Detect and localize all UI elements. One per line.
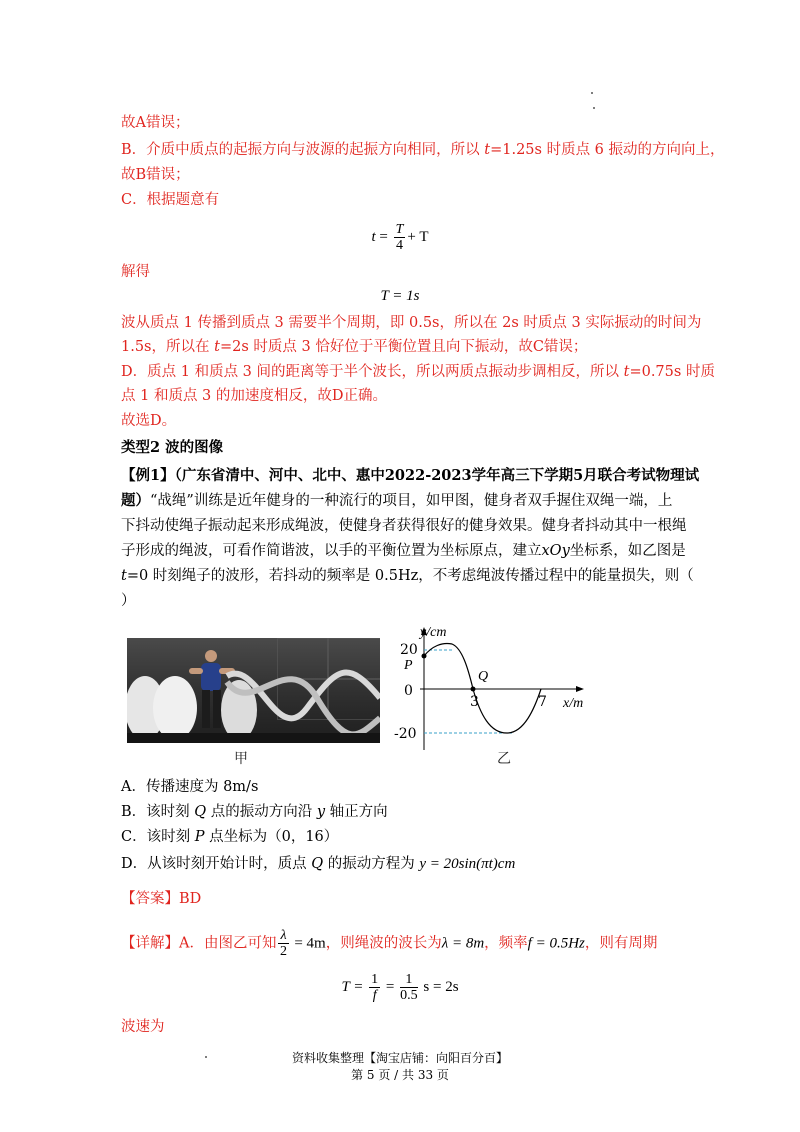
tick-label: -20: [394, 726, 417, 742]
section-title: 类型2 波的图像: [121, 439, 224, 456]
footer-source: 资料收集整理【淘宝店铺：向阳百分百】: [291, 1051, 508, 1065]
equation: T = 1s: [380, 288, 420, 304]
text-line: ）: [121, 593, 136, 609]
equation: t = $\frac{T}{4}$ + T: [371, 222, 429, 253]
option-c: C．该时刻 P 点坐标为（0，16）: [121, 829, 339, 845]
text-line: 1.5s，所以在 t=2s 时质点 3 恰好位于平衡位置且向下振动，故C错误；: [121, 339, 588, 355]
point-label: P: [404, 658, 413, 673]
option-d: D．从该时刻开始计时，质点 Q 的振动方程为 y = 20sin(πt)cm: [121, 856, 516, 872]
option-a: A．传播速度为 8m/s: [121, 779, 259, 795]
text-line: 故A错误；: [121, 115, 190, 131]
y-axis-label: y/cm: [420, 625, 447, 640]
option-b: B．该时刻 Q 点的振动方向沿 y 轴正方向: [121, 804, 388, 820]
text-line: D．质点 1 和质点 3 间的距离等于半个波长，所以两质点振动步调相反，所以 t=0.75s 时质: [121, 364, 715, 380]
figure-caption: 甲: [234, 751, 248, 767]
text-line: 点 1 和质点 3 的加速度相反，故D正确。: [121, 388, 388, 404]
text-line: B．介质中质点的起振方向与波源的起振方向相同，所以 t=1.25s 时质点 6 振动的方向向上，: [121, 142, 725, 158]
battle-rope-photo: [127, 638, 380, 743]
text-line: 题）“战绳”训练是近年健身的一种流行的项目，如甲图，健身者双手握住双绳一端，上: [121, 492, 673, 509]
text-line: 故选D。: [121, 413, 177, 429]
example-header: 【例1】（广东省清中、河中、北中、惠中2022-2023学年高三下学期5月联合考试物理试: [121, 467, 700, 484]
text-line: 解得: [121, 264, 150, 280]
detail-line: 【详解】A．由图乙可知 $\frac{\lambda}{2}$ = 4m，则绳波的波长为λ = 8m，频率f = 0.5Hz，则有周期: [121, 928, 658, 959]
page-mark: [591, 92, 593, 94]
point-label: Q: [478, 669, 489, 684]
equation: T = $\frac{1}{f}$ = $\frac{1}{0.5}$ s = 2s: [341, 972, 459, 1003]
page-mark: [593, 107, 595, 109]
text-line: 故B错误；: [121, 167, 190, 183]
text-line: t=0 时刻绳子的波形，若抖动的频率是 0.5Hz，不考虑绳波传播过程中的能量损失，则（: [121, 568, 694, 584]
answer: 【答案】BD: [121, 891, 202, 907]
page-number: 第 5 页 / 共 33 页: [351, 1068, 449, 1082]
text-line: C．根据题意有: [121, 192, 220, 208]
tick-label: 20: [400, 642, 418, 658]
tick-label: 7: [538, 694, 547, 710]
text-line: 波从质点 1 传播到质点 3 需要半个周期，即 0.5s，所以在 2s 时质点 3 实际振动的时间为: [121, 315, 702, 331]
text-line: 子形成的绳波，可看作简谐波，以手的平衡位置为坐标原点，建立xOy坐标系，如乙图是: [121, 543, 686, 559]
figure-caption: 乙: [497, 751, 511, 767]
text-line: 波速为: [121, 1019, 165, 1035]
tick-label: 3: [470, 694, 479, 710]
tick-label: 0: [404, 683, 413, 699]
text-line: 下抖动使绳子振动起来形成绳波，使健身者获得很好的健身效果。健身者抖动其中一根绳: [121, 518, 687, 534]
x-axis-label: x/m: [563, 696, 584, 711]
